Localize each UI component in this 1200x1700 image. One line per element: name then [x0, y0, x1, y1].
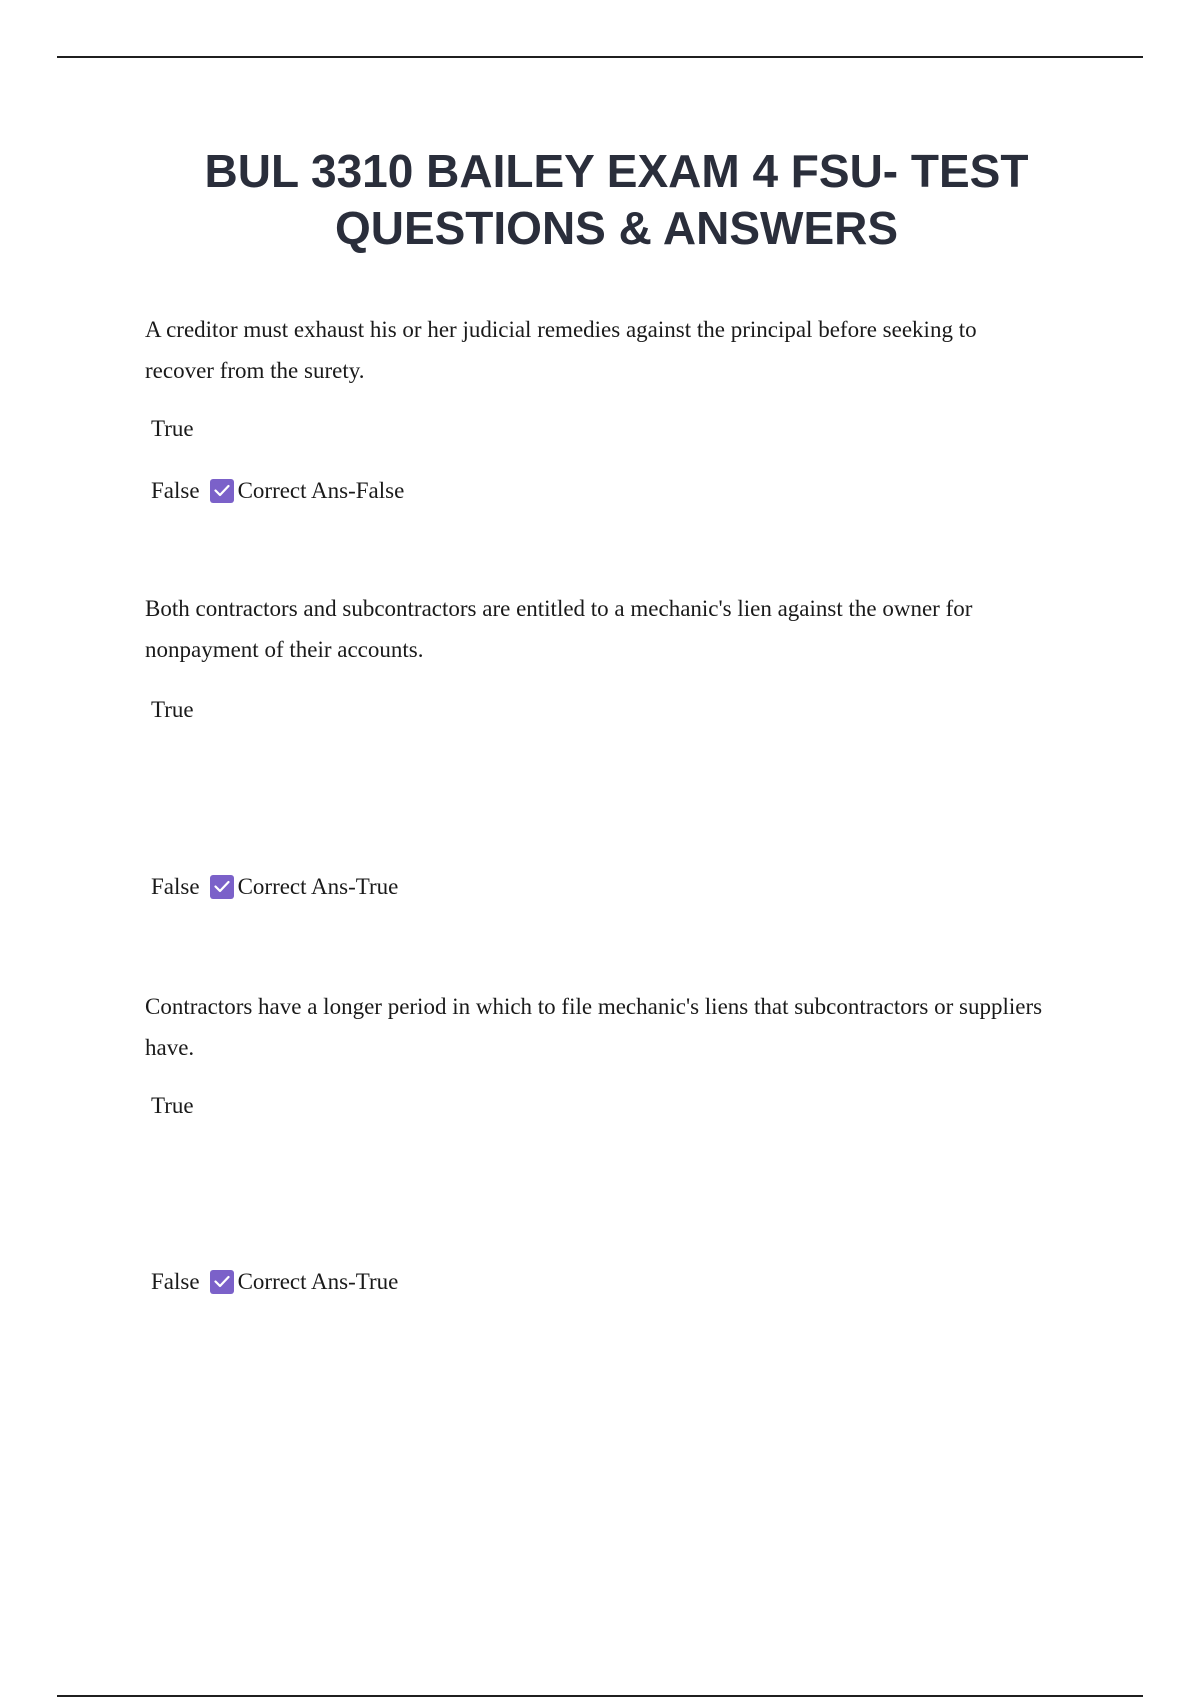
checkbox-checked-icon: [210, 875, 234, 899]
question-3-option-false: [151, 1267, 398, 1297]
top-divider: [57, 56, 1143, 58]
question-3-answer: Correct Ans-True: [237, 1269, 399, 1294]
question-2-answer: Correct Ans-True: [237, 874, 399, 899]
document-title: BUL 3310 BAILEY EXAM 4 FSU- TEST QUESTIONS & ANSWERS: [204, 145, 1029, 254]
option-label: False: [151, 478, 200, 503]
question-3-text: Contractors have a longer period in which to file mechanic's liens that subcontractors or suppliers have.: [145, 994, 1043, 1060]
option-label: True: [151, 697, 194, 722]
option-label: True: [151, 416, 194, 441]
question-2-option-true: [151, 695, 194, 725]
question-1-option-true: [151, 414, 194, 444]
question-3-option-true: [151, 1091, 194, 1121]
question-2-text: Both contractors and subcontractors are entitled to a mechanic's lien against the owner for nonpayment of their accounts.: [145, 596, 973, 662]
question-1-answer: Correct Ans-False: [237, 478, 405, 503]
question-1-option-false: [151, 476, 404, 506]
option-label: True: [151, 1093, 194, 1118]
checkbox-checked-icon: [210, 1270, 234, 1294]
bottom-divider: [57, 1695, 1143, 1697]
option-label: False: [151, 874, 200, 899]
question-1-text: A creditor must exhaust his or her judicial remedies against the principal before seeking to recover from the surety.: [145, 317, 977, 383]
question-2-option-false: [151, 872, 398, 902]
option-label: False: [151, 1269, 200, 1294]
checkbox-checked-icon: [210, 479, 234, 503]
